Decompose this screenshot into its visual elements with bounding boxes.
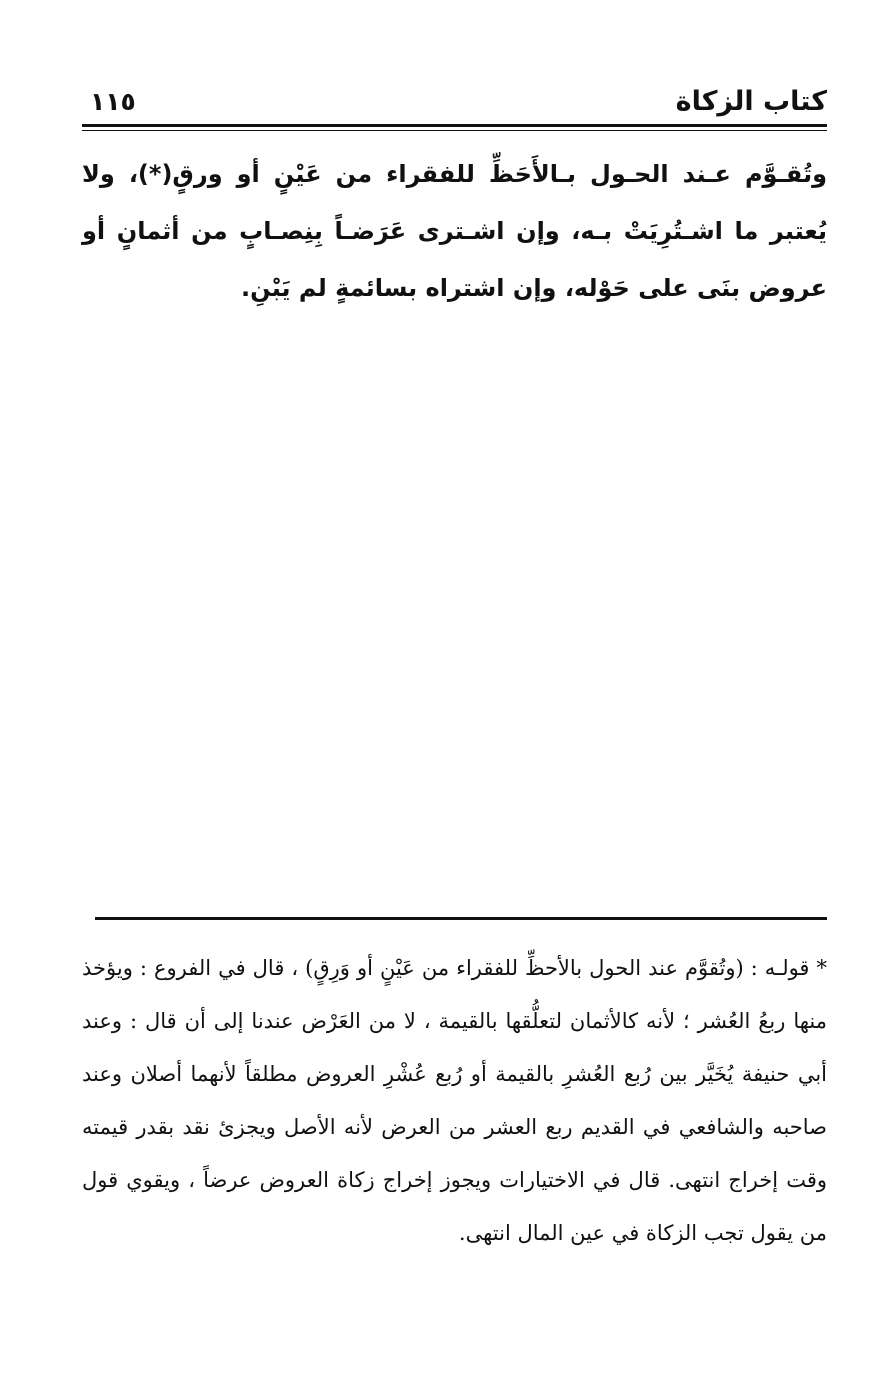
footnote-separator xyxy=(95,917,827,920)
header-rule xyxy=(82,124,827,127)
footnote-paragraph: * قولـه : (وتُقوَّم عند الحول بالأحظِّ للفقراء من عَيْنٍ أو وَرِقٍ) ، قال في الفروع : ويؤخذ منها ربعُ العُشر ؛ لأنه كالأثمان لتعلُّقها بالقيمة ، لا من العَرْض عندنا إلى أن قال : وعند أبي حنيفة يُخَيَّر بين رُبع العُشرِ بالقيمة أو رُبع عُشْرِ العروض مطلقاً لأنهما أصلان وعند صاحبه والشافعي في القديم ربع العشر من العرض لأنه الأصل ويجزئ نقد بقدر قيمته وقت إخراج انتهى. قال في الاختيارات ويجوز إخراج زكاة العروض عرضاً ، ويقوي قول من يقول تجب الزكاة في عين المال انتهى. xyxy=(82,956,827,1245)
page-number: ١١٥ xyxy=(90,87,136,116)
header-rule-thin xyxy=(82,130,827,131)
page-header xyxy=(82,84,827,124)
main-text-paragraph: وتُقـوَّم عـند الحـول بـالأَحَظِّ للفقراء من عَيْنٍ أو ورقٍ(*)، ولا يُعتبر ما اشـتُرِيَتْ بـه، وإن اشـترى عَرَضـاً بِنِصـابٍ من أثمانٍ أو عروض بنَى على حَوْله، وإن اشتراه بسائمةٍ لم يَبْنِ. xyxy=(82,160,827,302)
chapter-title: كتاب الزكاة xyxy=(675,86,827,117)
